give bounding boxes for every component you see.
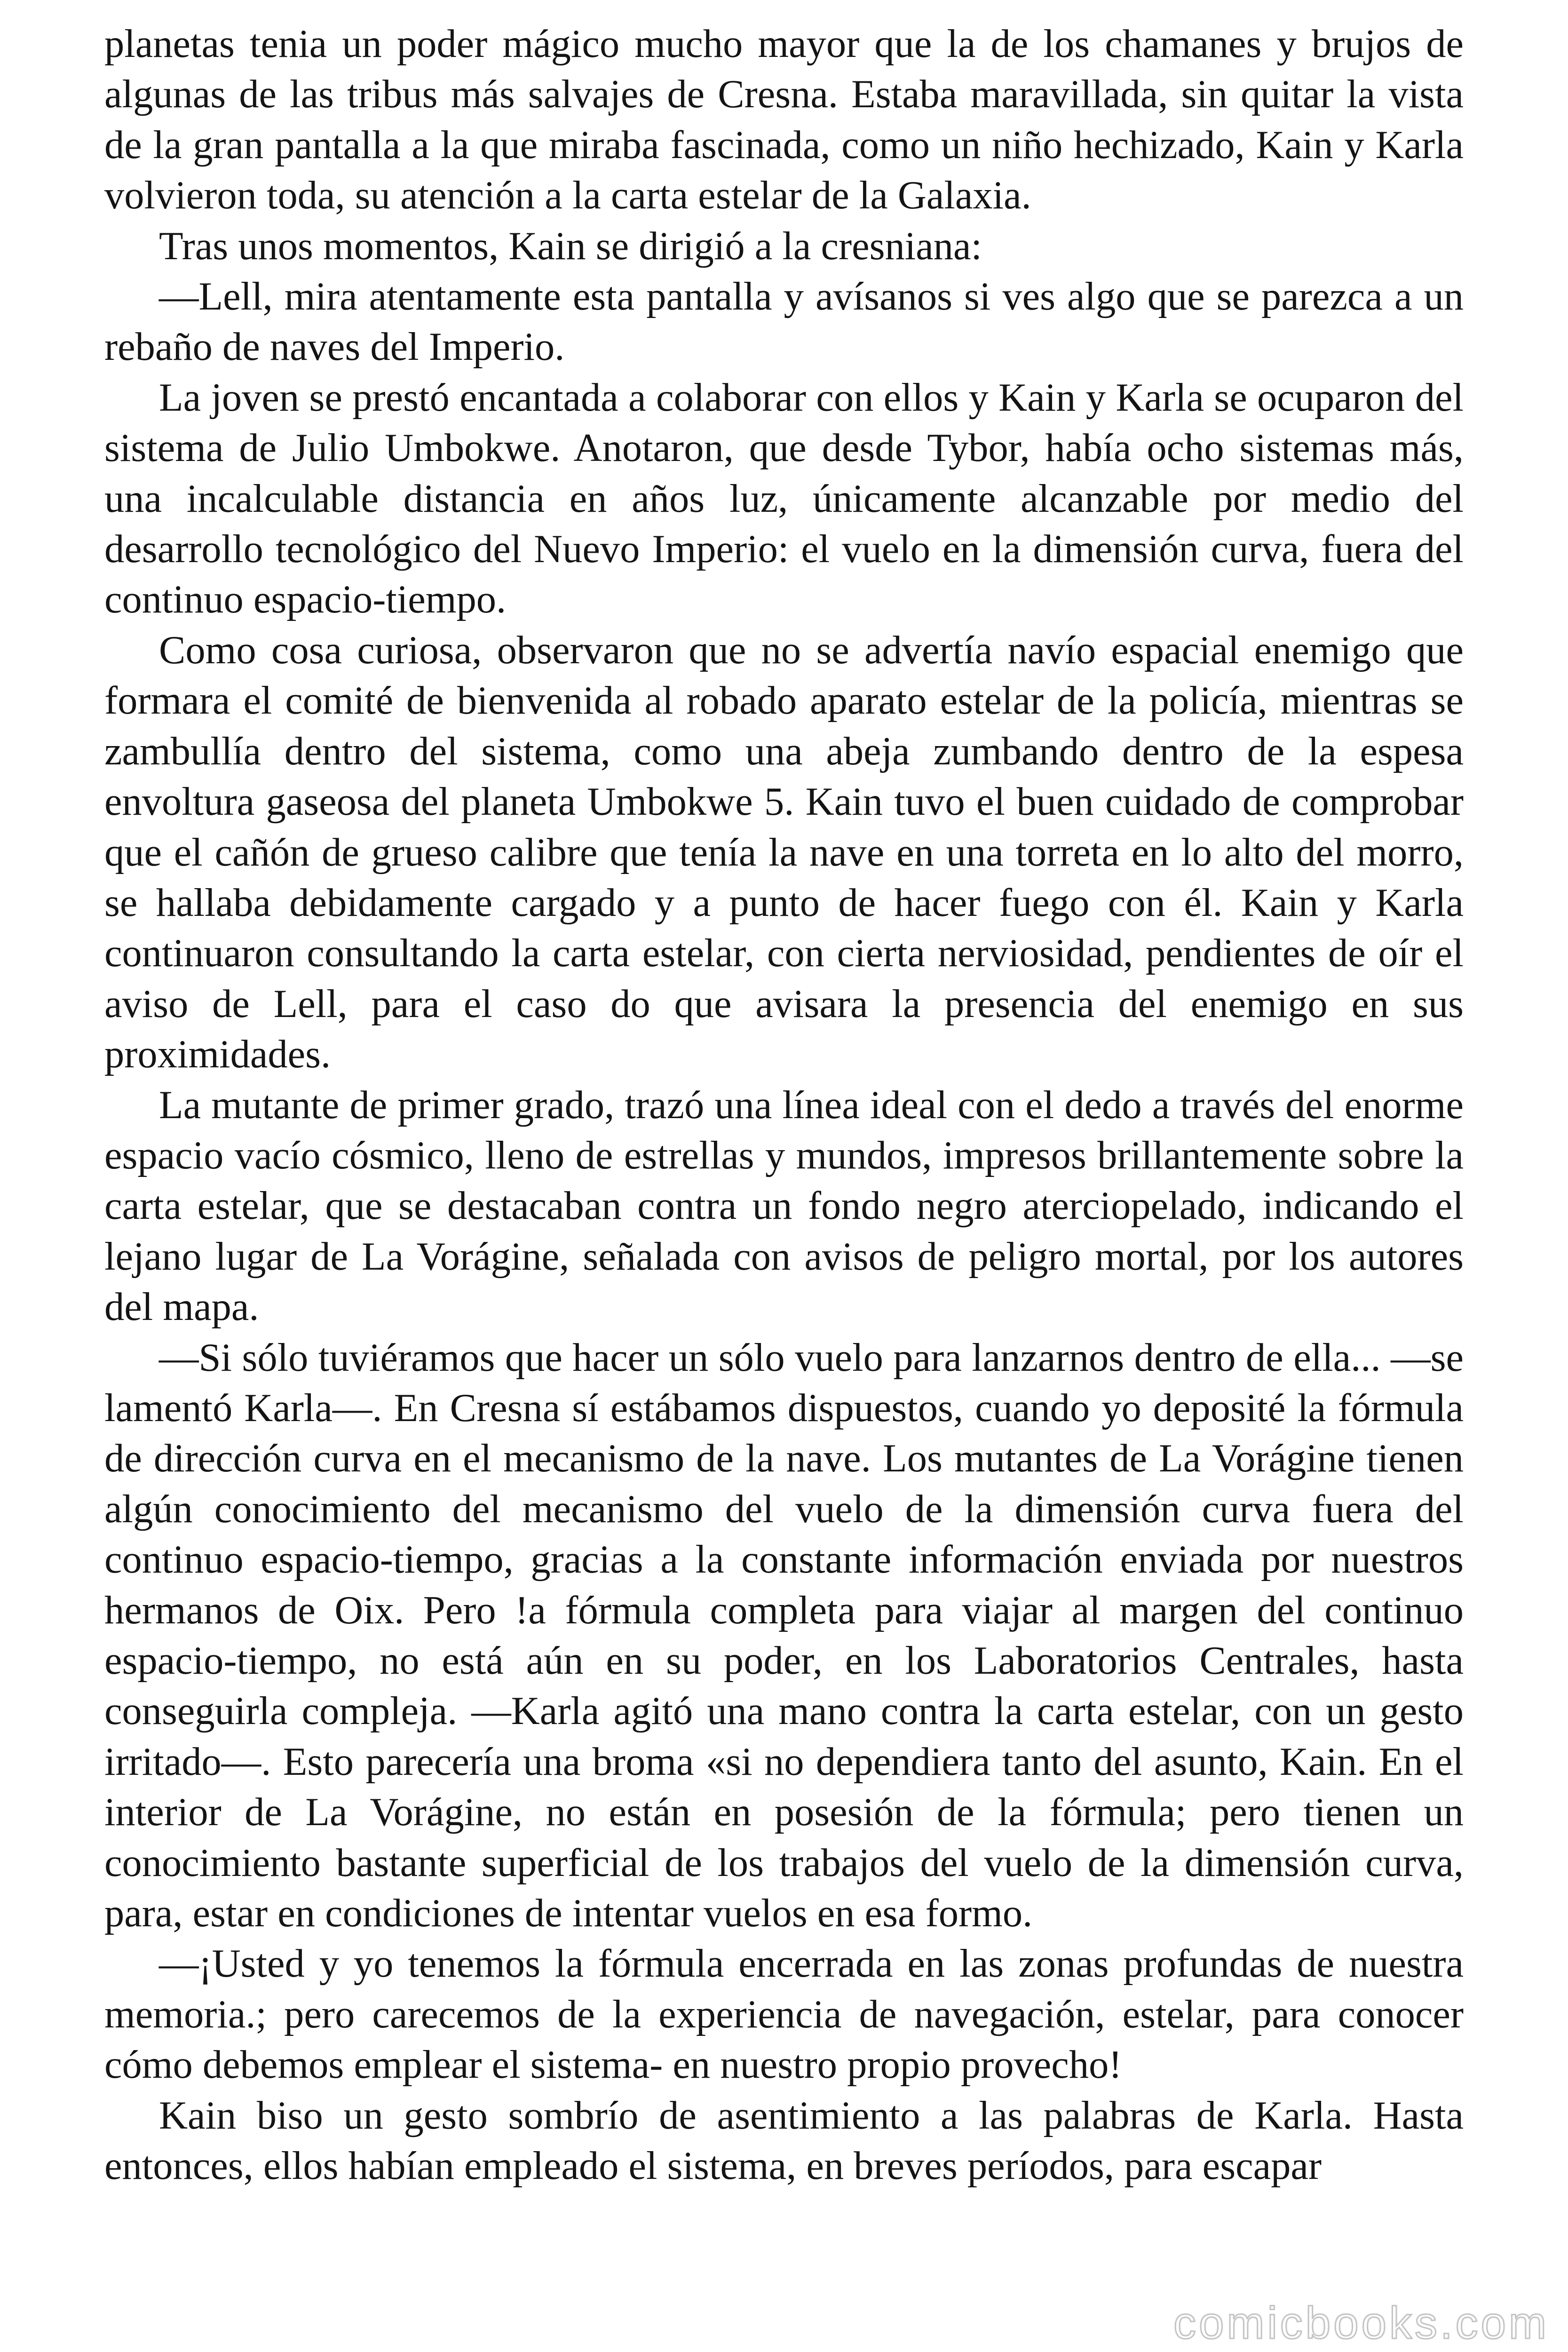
paragraph: —Si sólo tuviéramos que hacer un sólo vuelo para lanzarnos dentro de ella... —se lamentó Karla—. En Cresna sí estábamos dispuestos, cuando yo deposité la fórmula de dirección curva en el mecanismo de la nave. Los mutantes de La Vorágine tienen algún conocimiento del mecanismo del vuelo de la dimensión curva fuera del continuo espacio-tiempo, gracias a la constante información enviada por nuestros hermanos de Oix. Pero !a fórmula completa para viajar al margen del continuo espacio-tiempo, no está aún en su poder, en los Laboratorios Centrales, hasta conseguirla compleja. —Karla agitó una mano contra la carta estelar, con un gesto irritado—. Esto parecería una broma «si no dependiera tanto del asunto, Kain. En el interior de La Vorágine, no están en posesión de la fórmula; pero tienen un conocimiento bastante superficial de los trabajos del vuelo de la dimensión curva, para, estar en condiciones de intentar vuelos en esa formo. <box>104 1335 1464 1936</box>
paragraph: Como cosa curiosa, observaron que no se advertía navío espacial enemigo que formara el comité de bienvenida al robado aparato estelar de la policía, mientras se zambullía dentro del sistema, como una abeja zumbando dentro de la espesa envoltura gaseosa del planeta Umbokwe 5. Kain tuvo el buen cuidado de comprobar que el cañón de grueso calibre que tenía la nave en una torreta en lo alto del morro, se hallaba debidamente cargado y a punto de hacer fuego con él. Kain y Karla continuaron consultando la carta estelar, con cierta nerviosidad, pendientes de oír el aviso de Lell, para el caso do que avisara la presencia del enemigo en sus proximidades. <box>104 628 1464 1077</box>
paragraph: La mutante de primer grado, trazó una línea ideal con el dedo a través del enorme espacio vacío cósmico, lleno de estrellas y mundos, impresos brillantemente sobre la carta estelar, que se destacaban contra un fondo negro aterciopelado, indicando el lejano lugar de La Vorágine, señalada con avisos de peligro mortal, por los autores del mapa. <box>104 1083 1464 1329</box>
paragraph: planetas tenia un poder mágico mucho mayor que la de los chamanes y brujos de algunas de las tribus más salvajes de Cresna. Estaba maravillada, sin quitar la vista de la gran pantalla a la que miraba fascinada, como un niño hechizado, Kain y Karla volvieron toda, su atención a la carta estelar de la Galaxia. <box>104 22 1464 218</box>
paragraph: —Lell, mira atentamente esta pantalla y avísanos si ves algo que se parezca a un rebaño de naves del Imperio. <box>104 275 1464 369</box>
paragraph: La joven se prestó encantada a colaborar con ellos y Kain y Karla se ocuparon del sistema de Julio Umbokwe. Anotaron, que desde Tybor, había ocho sistemas más, una incalculable distancia en años luz, únicamente alcanzable por medio del desarrollo tecnológico del Nuevo Imperio: el vuelo en la dimensión curva, fuera del continuo espacio-tiempo. <box>104 375 1464 622</box>
paragraph: Tras unos momentos, Kain se dirigió a la cresniana: <box>159 224 982 268</box>
book-page <box>104 19 1464 2324</box>
paragraph: Kain biso un gesto sombrío de asentimiento a las palabras de Karla. Hasta entonces, ellos habían empleado el sistema, en breves períodos, para escapar <box>104 2093 1464 2188</box>
paragraph: —¡Usted y yo tenemos la fórmula encerrada en las zonas profundas de nuestra memoria.; pero carecemos de la experiencia de navegación, estelar, para conocer cómo debemos emplear el sistema- en nuestro propio provecho! <box>104 1942 1464 2087</box>
watermark: comicbooks.com <box>1173 2298 1549 2348</box>
